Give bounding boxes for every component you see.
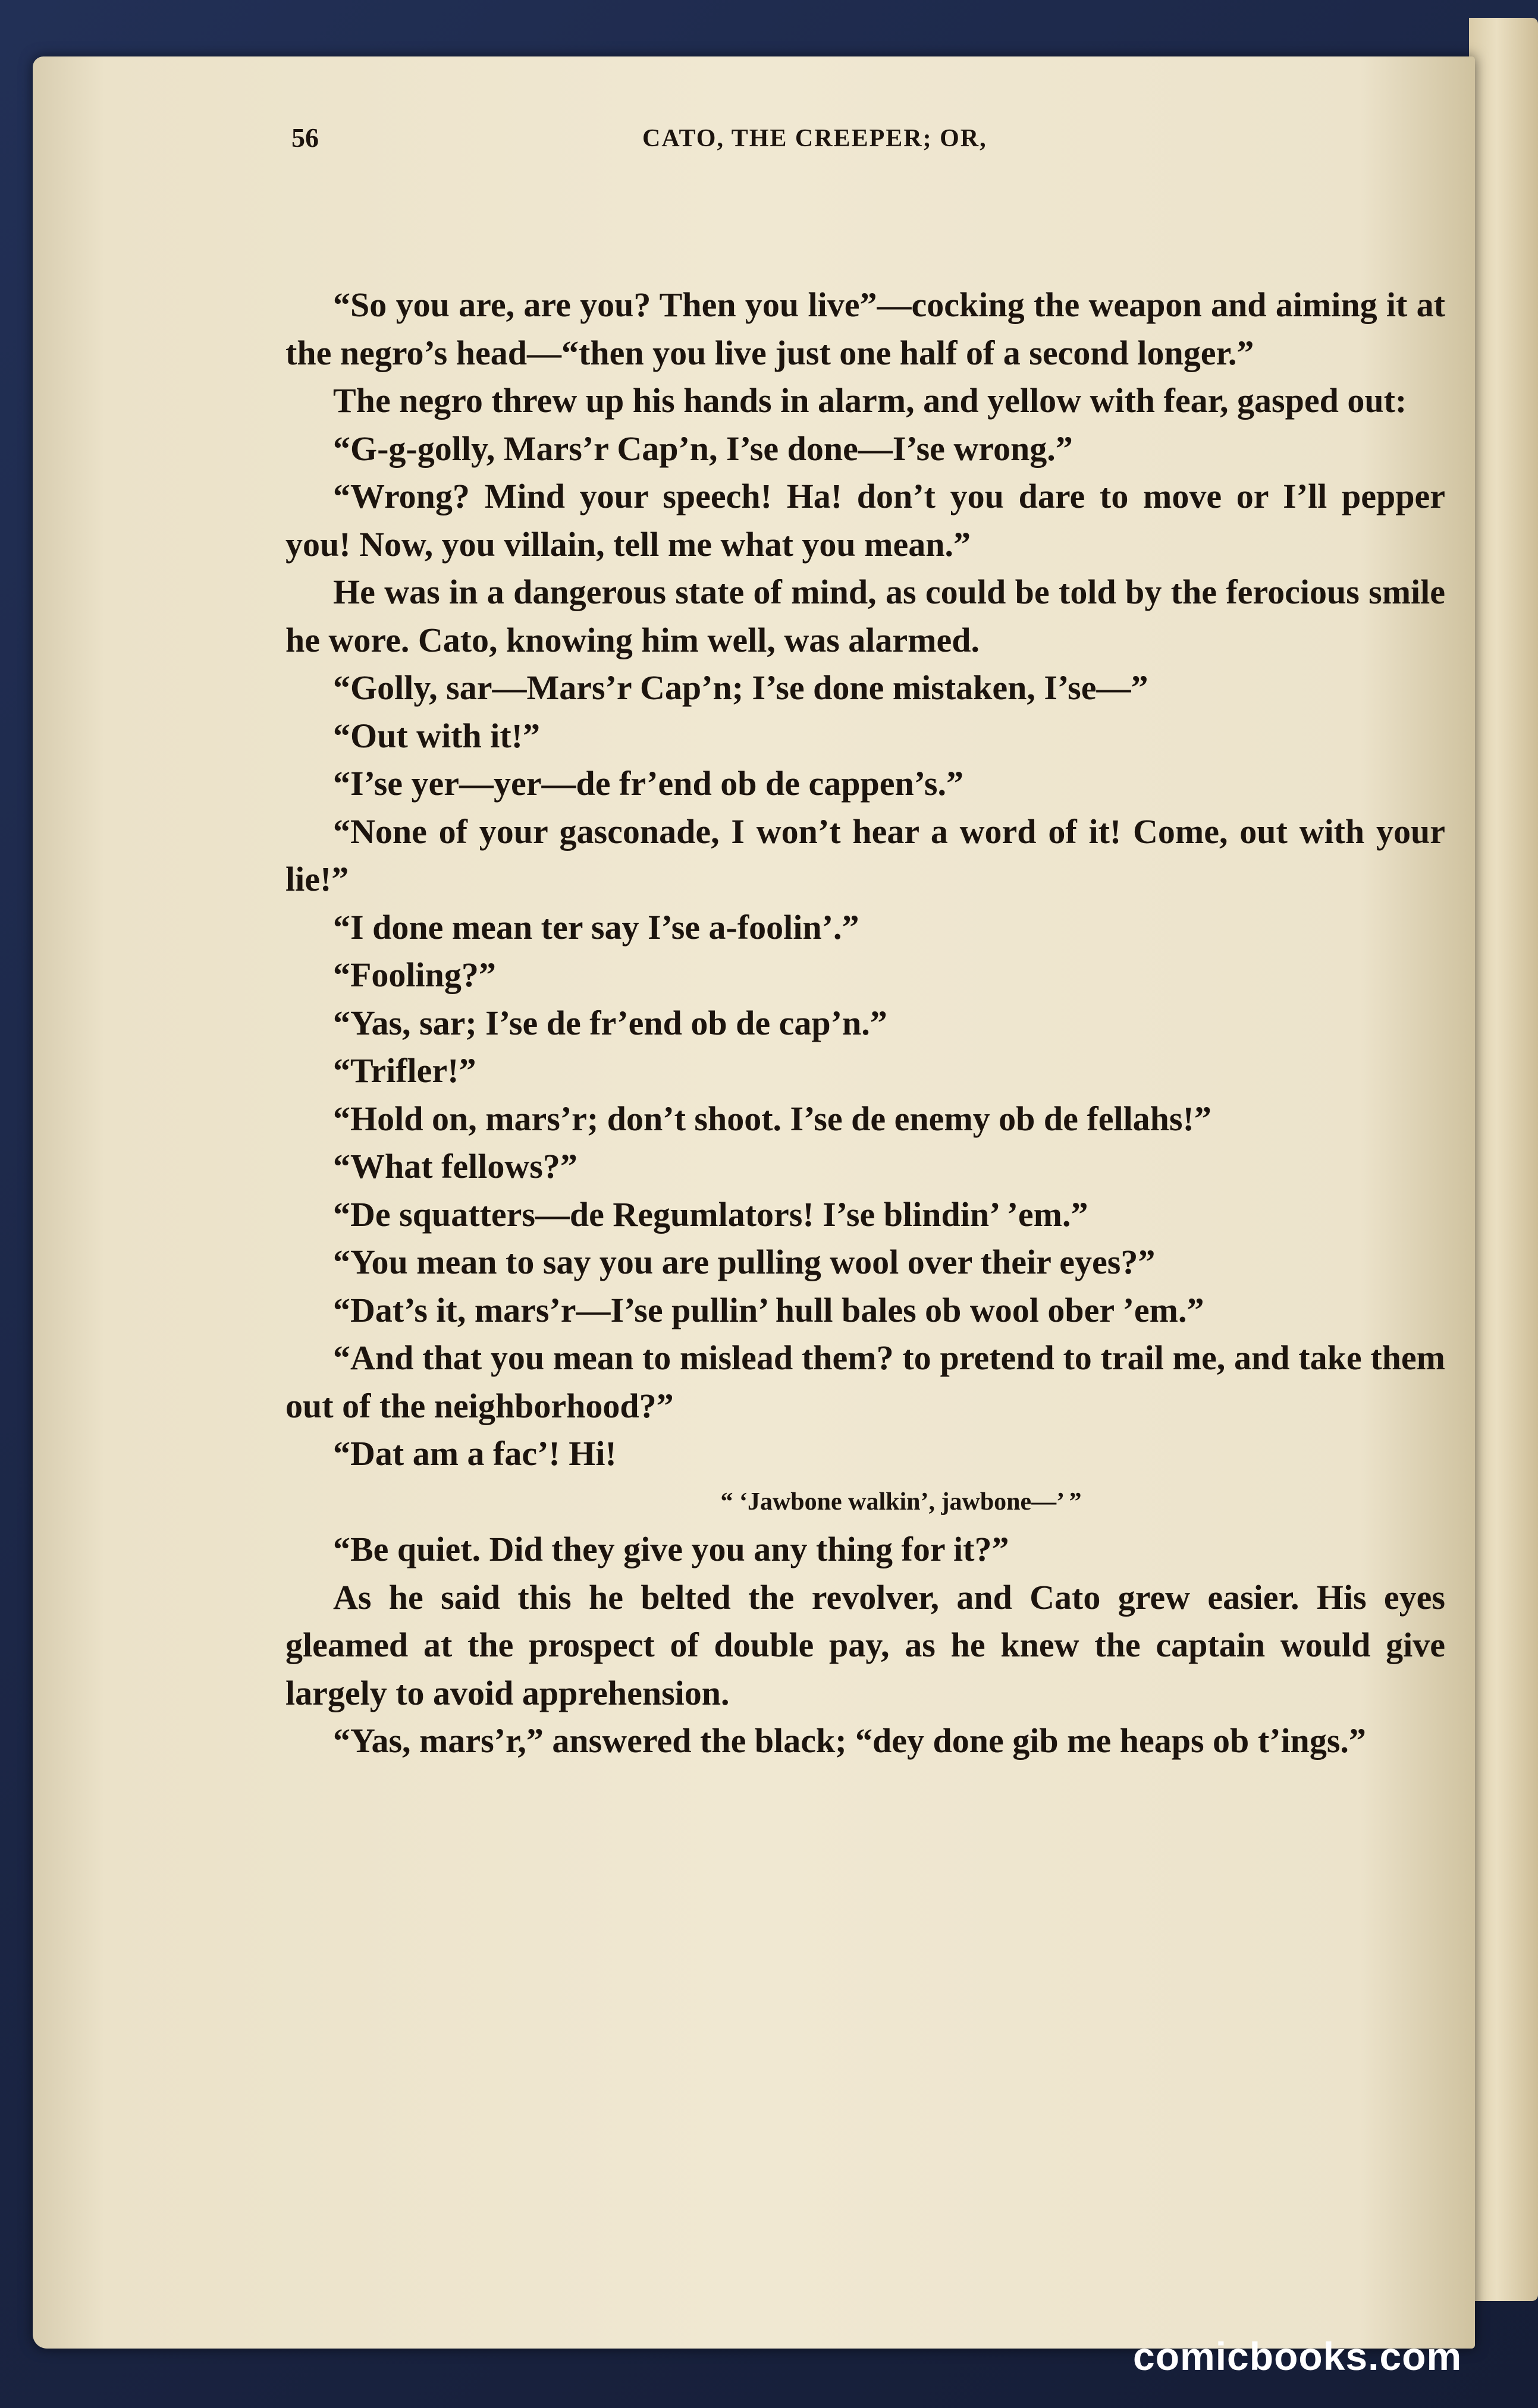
book-page xyxy=(33,56,1475,2349)
paragraph: “De squatters—de Regumlators! I’se blindin’ ’em.” xyxy=(333,1194,1088,1234)
paragraph: “What fellows?” xyxy=(333,1147,577,1186)
paragraph: He was in a dangerous state of mind, as could be told by the ferocious smile he wore. Cato, knowing him well, was alarmed. xyxy=(285,573,1445,659)
running-title: CATO, THE CREEPER; OR, xyxy=(642,125,987,152)
paragraph: The negro threw up his hands in alarm, and yellow with fear, gasped out: xyxy=(333,381,1407,420)
body-text xyxy=(285,281,1445,1765)
paragraph: “Hold on, mars’r; don’t shoot. I’se de enemy ob de fellahs!” xyxy=(333,1099,1211,1138)
page-content xyxy=(285,122,1445,175)
facing-page-edge xyxy=(1469,18,1538,2301)
paragraph: “Yas, sar; I’se de fr’end ob de cap’n.” xyxy=(333,1003,887,1042)
paragraph: “So you are, are you? Then you live”—cocking the weapon and aiming it at the negro’s head—“then you live just one half of a second longer.” xyxy=(285,285,1445,372)
paragraph: “I’se yer—yer—de fr’end ob de cappen’s.” xyxy=(333,764,963,803)
paragraph: “Fooling?” xyxy=(333,955,496,994)
paragraph: As he said this he belted the revolver, and Cato grew easier. His eyes gleamed at the prospect of double pay, as he knew the captain would give largely to avoid apprehension. xyxy=(285,1577,1445,1712)
paragraph: “And that you mean to mislead them? to pretend to trail me, and take them out of the neighborhood?” xyxy=(285,1338,1445,1425)
paragraph: “Yas, mars’r,” answered the black; “dey done gib me heaps ob t’ings.” xyxy=(333,1721,1366,1760)
paragraph: “Wrong? Mind your speech! Ha! don’t you dare to move or I’ll pepper you! Now, you villain, tell me what you mean.” xyxy=(285,477,1445,564)
song-line: “ ‘Jawbone walkin’, jawbone—’ ” xyxy=(720,1488,1082,1516)
paragraph: “Be quiet. Did they give you any thing for it?” xyxy=(333,1530,1009,1568)
paragraph: “Trifler!” xyxy=(333,1051,476,1090)
page-number: 56 xyxy=(291,122,319,153)
paragraph: “You mean to say you are pulling wool over their eyes?” xyxy=(333,1243,1156,1281)
paragraph: “Dat’s it, mars’r—I’se pullin’ hull bales ob wool ober ’em.” xyxy=(333,1290,1204,1329)
paragraph: “G-g-golly, Mars’r Cap’n, I’se done—I’se wrong.” xyxy=(333,429,1073,468)
paragraph: “Golly, sar—Mars’r Cap’n; I’se done mistaken, I’se—” xyxy=(333,668,1148,707)
watermark-logo: comicbooks.com xyxy=(1133,2334,1462,2378)
paragraph: “Out with it!” xyxy=(333,716,540,755)
paragraph: “I done mean ter say I’se a-foolin’.” xyxy=(333,907,859,947)
paragraph: “None of your gasconade, I won’t hear a word of it! Come, out with your lie!” xyxy=(285,812,1445,898)
paragraph: “Dat am a fac’! Hi! xyxy=(333,1434,617,1473)
running-head xyxy=(285,122,1445,175)
